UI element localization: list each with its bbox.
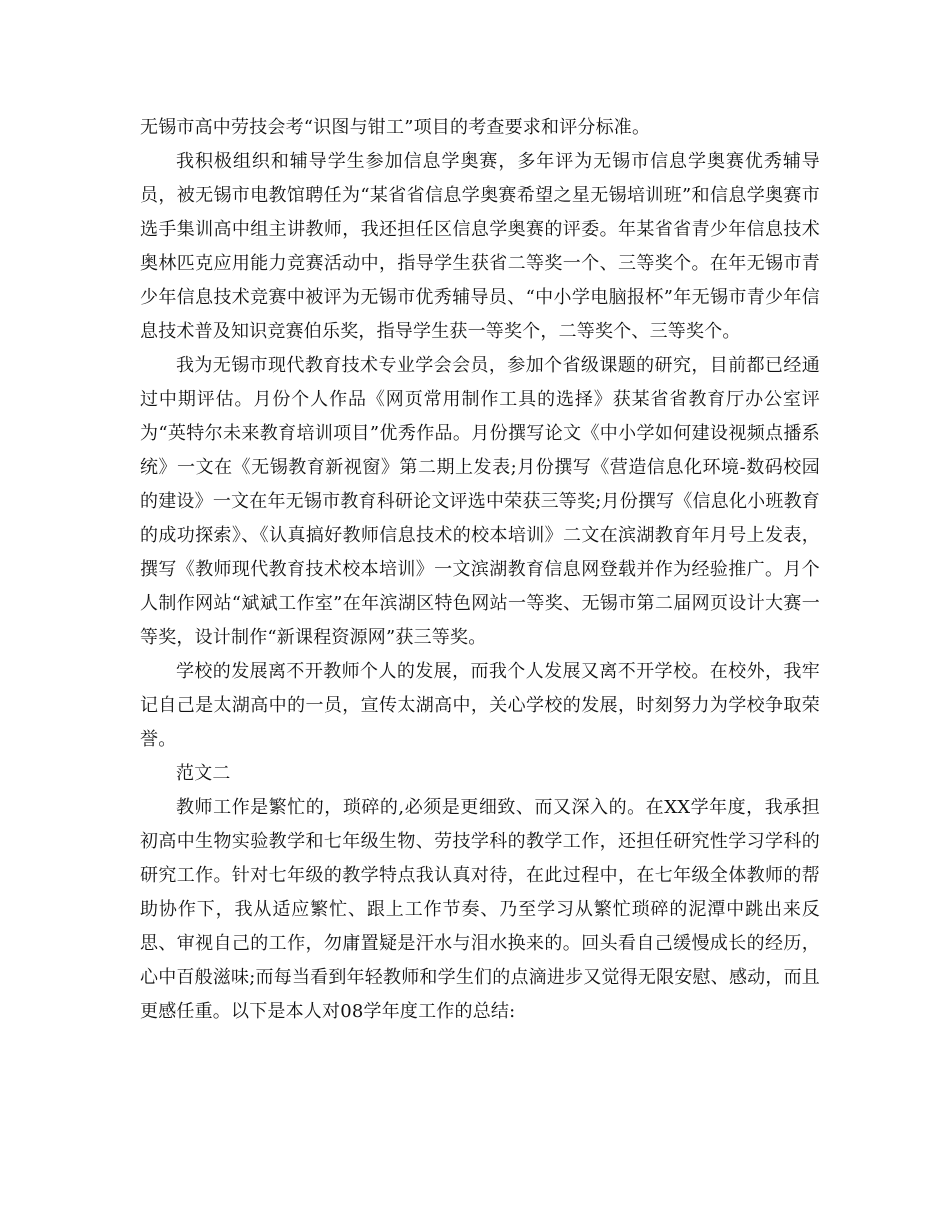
- paragraph-3: 我为无锡市现代教育技术专业学会会员，参加个省级课题的研究，目前都已经通过中期评估。月份个人作品《网页常用制作工具的选择》获某省省教育厅办公室评为“英特尔未来教育培训项目”优秀作品。月份撰写论文《中小学如何建设视频点播系统》一文在《无锡教育新视窗》第二期上发表;月份撰写《营造信息化环境-数码校园的建设》一文在年无锡市教育科研论文评选中荣获三等奖;月份撰写《信息化小班教育的成功探索》、《认真搞好教师信息技术的校本培训》二文在滨湖教育年月号上发表，撰写《教师现代教育技术校本培训》一文滨湖教育信息网登载并作为经验推广。月个人制作网站“斌斌工作室”在年滨湖区特色网站一等奖、无锡市第二届网页设计大赛一等奖，设计制作“新课程资源网”获三等奖。: [140, 355, 820, 648]
- paragraph-1: 无锡市高中劳技会考“识图与钳工”项目的考查要求和评分标准。: [140, 117, 651, 138]
- paragraph-4: 学校的发展离不开教师个人的发展，而我个人发展又离不开学校。在校外，我牢记自己是太湖高中的一员，宣传太湖高中，关心学校的发展，时刻努力为学校争取荣誉。: [140, 661, 820, 750]
- paragraph-2: 我积极组织和辅导学生参加信息学奥赛，多年评为无锡市信息学奥赛优秀辅导员，被无锡市电教馆聘任为“某省省信息学奥赛希望之星无锡培训班”和信息学奥赛市选手集训高中组主讲教师，我还担任区信息学奥赛的评委。年某省省青少年信息技术奥林匹克应用能力竞赛活动中，指导学生获省二等奖一个、三等奖个。在年无锡市青少年信息技术竞赛中被评为无锡市优秀辅导员、“中小学电脑报杯”年无锡市青少年信息技术普及知识竞赛伯乐奖，指导学生获一等奖个，二等奖个、三等奖个。: [140, 151, 820, 342]
- document-body: [140, 111, 820, 1029]
- section-heading: 范文二: [176, 763, 231, 784]
- paragraph-5: 教师工作是繁忙的，琐碎的,必须是更细致、而又深入的。在XX学年度，我承担初高中生物实验教学和七年级生物、劳技学科的教学工作，还担任研究性学习学科的研究工作。针对七年级的教学特点我认真对待，在此过程中，在七年级全体教师的帮助协作下，我从适应繁忙、跟上工作节奏、乃至学习从繁忙琐碎的泥潭中跳出来反思、审视自己的工作，勿庸置疑是汗水与泪水换来的。回头看自己缓慢成长的经历，心中百般滋味;而每当看到年轻教师和学生们的点滴进步又觉得无限安慰、感动，而且更感任重。以下是本人对08学年度工作的总结:: [140, 797, 820, 1022]
